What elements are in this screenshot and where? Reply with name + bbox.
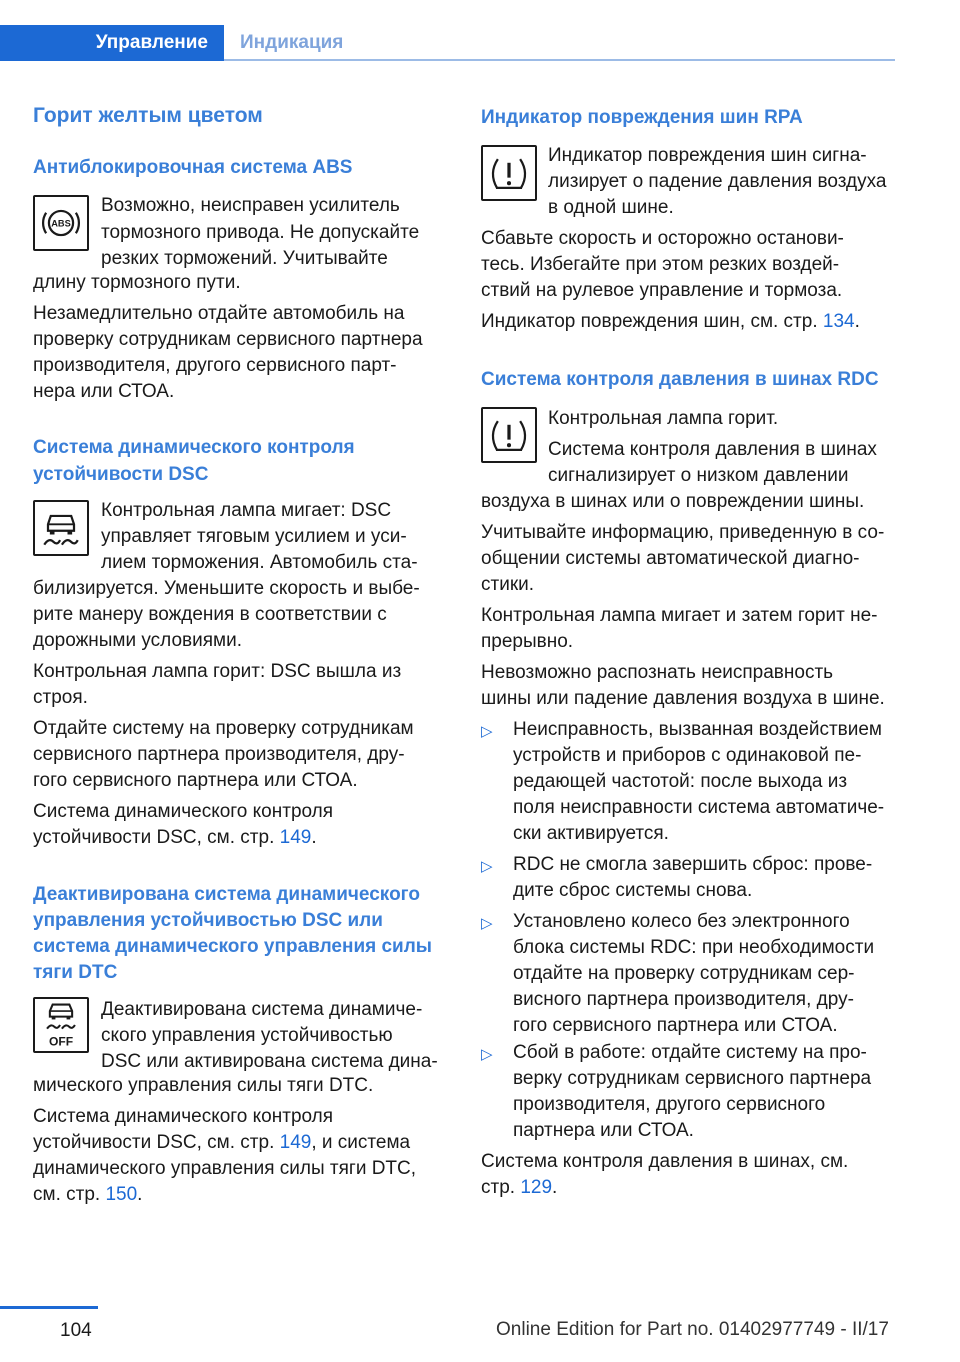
tab-indikaciya[interactable]: Индикация bbox=[240, 32, 344, 53]
rdc-page-link[interactable]: 129 bbox=[520, 1177, 553, 1198]
abs-text-4: длину тормозного пути. bbox=[33, 272, 241, 293]
abs-heading: Антиблокировочная система ABS bbox=[33, 157, 353, 178]
abs-warning-icon bbox=[33, 195, 89, 251]
dsc-off-icon bbox=[33, 997, 89, 1053]
bullet-4-line-4: партнера или СТОА. bbox=[513, 1120, 694, 1141]
dtc-ref-text-2: , и система bbox=[311, 1132, 411, 1153]
bullet-2-line-2: дите сброс системы снова. bbox=[513, 880, 753, 901]
rdc-ref-2 bbox=[481, 1174, 557, 1201]
svg-text:ABS: ABS bbox=[51, 218, 71, 229]
dsc-skid-icon bbox=[33, 500, 89, 556]
header-tabs bbox=[0, 25, 895, 61]
tire-pressure-warning-icon bbox=[481, 145, 537, 201]
abs-para2-3: производителя, другого сервисного парт- bbox=[33, 355, 397, 376]
rdc-ref-text: стр. bbox=[481, 1177, 521, 1198]
bullet-2-line-1: RDC не смогла завершить сброс: прове- bbox=[513, 854, 873, 875]
dtc-heading-2: управления устойчивостью DSC или bbox=[33, 910, 383, 931]
section-title: Горит желтым цветом bbox=[33, 104, 263, 127]
dsc-ref-2 bbox=[33, 824, 317, 851]
bullet-3-line-2: блока системы RDC: при необходимости bbox=[513, 937, 875, 958]
bullet-3-line-4: висного партнера производителя, дру- bbox=[513, 989, 854, 1010]
rdc-para2-2: общении системы автоматической диагно- bbox=[481, 548, 860, 569]
rpa-text-2: лизирует о падение давления воздуха bbox=[548, 171, 887, 192]
dsc-text-5: рите манеру вождения в соответствии с bbox=[33, 604, 387, 625]
dtc-ref-end: . bbox=[137, 1184, 143, 1205]
rdc-para2-3: стики. bbox=[481, 574, 535, 595]
dsc-text-4: билизируется. Уменьшите скорость и выбе- bbox=[33, 578, 420, 599]
dtc-text-1: Деактивирована система динамиче- bbox=[101, 999, 423, 1020]
dsc-para2-2: строя. bbox=[33, 687, 88, 708]
dtc-ref-text: устойчивости DSC, см. стр. bbox=[33, 1132, 280, 1153]
rpa-heading: Индикатор повреждения шин RPA bbox=[481, 107, 803, 128]
dtc-ref-text-3: см. стр. bbox=[33, 1184, 106, 1205]
rdc-para4-2: шины или падение давления воздуха в шине. bbox=[481, 688, 885, 709]
bullet-3-line-3: отдайте на проверку сотрудникам сер- bbox=[513, 963, 855, 984]
dsc-para2-1: Контрольная лампа горит: DSC вышла из bbox=[33, 661, 402, 682]
svg-text:OFF: OFF bbox=[48, 1034, 74, 1049]
bullet-3-line-1: Установлено колесо без электронного bbox=[513, 911, 850, 932]
bullet-1-line-1: Неисправность, вызванная воздействием bbox=[513, 719, 882, 740]
rpa-page-link[interactable]: 134 bbox=[822, 311, 855, 332]
bullet-1-line-5: ски активируется. bbox=[513, 823, 669, 844]
rpa-para2-1: Сбавьте скорость и осторожно останови- bbox=[481, 228, 844, 249]
bullet-icon: ▷ bbox=[481, 1046, 493, 1063]
rdc-para3-1: Контрольная лампа мигает и затем горит не- bbox=[481, 605, 878, 626]
dtc-text-2: ского управления устойчивостью bbox=[101, 1025, 393, 1046]
dtc-ref-3: динамического управления силы тяги DTC, bbox=[33, 1158, 417, 1179]
bullet-4-line-2: верку сотрудникам сервисного партнера bbox=[513, 1068, 872, 1089]
bullet-4-line-1: Сбой в работе: отдайте систему на про- bbox=[513, 1042, 867, 1063]
dtc-text-3: DSC или активирована система дина- bbox=[101, 1051, 438, 1072]
tab-upravlenie-label: Управление bbox=[95, 32, 208, 53]
dtc-text-4: мического управления силы тяги DTC. bbox=[33, 1075, 374, 1096]
bullet-icon: ▷ bbox=[481, 858, 493, 875]
dsc-text-2: управляет тяговым усилием и уси- bbox=[101, 526, 407, 547]
dsc-ref-text: устойчивости DSC, см. стр. bbox=[33, 827, 280, 848]
bullet-icon: ▷ bbox=[481, 915, 493, 932]
dsc-ref-1: Система динамического контроля bbox=[33, 801, 334, 822]
dsc-heading-2: устойчивости DSC bbox=[33, 464, 209, 485]
dsc-page-link[interactable]: 149 bbox=[279, 827, 312, 848]
dsc-text-1: Контрольная лампа мигает: DSC bbox=[101, 500, 392, 521]
dsc-text-3: лием торможения. Автомобиль ста- bbox=[101, 552, 418, 573]
dsc-para3-3: гого сервисного партнера или СТОА. bbox=[33, 770, 358, 791]
rpa-para2-3: ствий на рулевое управление и тормоза. bbox=[481, 280, 843, 301]
rpa-ref-end: . bbox=[854, 311, 860, 332]
footer-edition: Online Edition for Part no. 01402977749 - II/17 bbox=[496, 1319, 889, 1340]
abs-para2-1: Незамедлительно отдайте автомобиль на bbox=[33, 303, 405, 324]
page-number: 104 bbox=[60, 1320, 92, 1341]
rdc-para4-1: Невозможно распознать неисправность bbox=[481, 662, 834, 683]
header-divider bbox=[224, 59, 895, 61]
bullet-icon: ▷ bbox=[481, 723, 493, 740]
footer-divider bbox=[0, 1306, 98, 1309]
dtc-page-link-2[interactable]: 150 bbox=[105, 1184, 138, 1205]
rdc-para3-2: прерывно. bbox=[481, 631, 574, 652]
dtc-heading-1: Деактивирована система динамического bbox=[33, 884, 420, 905]
abs-para2-2: проверку сотрудникам сервисного партнера bbox=[33, 329, 423, 350]
dsc-para3-1: Отдайте систему на проверку сотрудникам bbox=[33, 718, 414, 739]
rdc-para2-1: Учитывайте информацию, приведенную в со- bbox=[481, 522, 885, 543]
abs-para2-4: нера или СТОА. bbox=[33, 381, 175, 402]
abs-text-3: резких торможений. Учитывайте bbox=[101, 248, 388, 269]
rdc-text-3: сигнализирует о низком давлении bbox=[548, 465, 849, 486]
bullet-3-line-5: гого сервисного партнера или СТОА. bbox=[513, 1015, 838, 1036]
tire-pressure-warning-icon-2 bbox=[481, 407, 537, 463]
rpa-ref bbox=[481, 308, 860, 335]
dtc-heading-4: тяги DTC bbox=[33, 962, 118, 983]
rpa-text-3: в одной шине. bbox=[548, 197, 674, 218]
dsc-ref-end: . bbox=[311, 827, 317, 848]
rdc-heading: Система контроля давления в шинах RDC bbox=[481, 369, 879, 390]
rpa-para2-2: тесь. Избегайте при этом резких воздей- bbox=[481, 254, 840, 275]
bullet-1-line-3: редающей частотой: после выхода из bbox=[513, 771, 848, 792]
rpa-ref-text: Индикатор повреждения шин, см. стр. bbox=[481, 311, 823, 332]
dtc-ref-2 bbox=[33, 1129, 410, 1156]
bullet-4-line-3: производителя, другого сервисного bbox=[513, 1094, 826, 1115]
dsc-text-6: дорожными условиями. bbox=[33, 630, 242, 651]
rdc-text-1: Контрольная лампа горит. bbox=[548, 408, 779, 429]
dtc-heading-3: система динамического управления силы bbox=[33, 936, 433, 957]
bullet-1-line-4: поля неисправности система автоматиче- bbox=[513, 797, 885, 818]
dtc-page-link-1[interactable]: 149 bbox=[279, 1132, 312, 1153]
dsc-heading-1: Система динамического контроля bbox=[33, 437, 355, 458]
abs-text-2: тормозного привода. Не допускайте bbox=[101, 222, 420, 243]
dtc-ref-4 bbox=[33, 1181, 142, 1208]
tab-upravlenie[interactable] bbox=[0, 25, 224, 61]
dsc-para3-2: сервисного партнера производителя, дру- bbox=[33, 744, 405, 765]
rdc-text-2: Система контроля давления в шинах bbox=[548, 439, 877, 460]
dtc-ref-1: Система динамического контроля bbox=[33, 1106, 334, 1127]
bullet-1-line-2: устройств и приборов с одинаковой пе- bbox=[513, 745, 862, 766]
rpa-text-1: Индикатор повреждения шин сигна- bbox=[548, 145, 867, 166]
rdc-ref-end: . bbox=[552, 1177, 558, 1198]
abs-text-1: Возможно, неисправен усилитель bbox=[101, 195, 400, 216]
rdc-ref-1: Система контроля давления в шинах, см. bbox=[481, 1151, 849, 1172]
rdc-text-4: воздуха в шинах или о повреждении шины. bbox=[481, 491, 865, 512]
